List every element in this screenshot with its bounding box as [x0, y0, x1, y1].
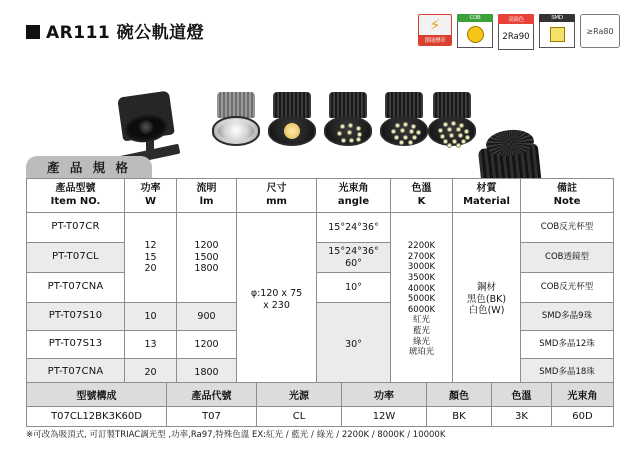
code-value-color: BK — [427, 407, 492, 427]
col-model: 產品型號 Item NO. — [27, 179, 125, 213]
led-array — [382, 118, 426, 144]
cell-lumen: 900 — [177, 303, 237, 331]
cell-angle: 15°24°36° — [317, 213, 391, 243]
footnote: ※可改為吸頂式, 可訂製TRIAC調光型 ,功率,Ra97,特殊色溫 EX:紅光 / 藍光 / 綠光 / 2200K / 8000K / 10000K — [26, 430, 446, 440]
cell-note: SMD多晶12珠 — [521, 331, 614, 359]
energy-badge-label: 節能標章 — [419, 35, 451, 45]
section-header — [26, 156, 614, 178]
cell-model: PT-T07CL — [27, 243, 125, 273]
cell-lumen: 1800 — [177, 359, 237, 387]
smd-badge-box — [539, 22, 575, 48]
code-value-source: CL — [257, 407, 342, 427]
lamp-led-chip — [139, 120, 153, 134]
ra80-badge-label: ≥Ra80 — [586, 26, 614, 36]
table-header-row — [27, 179, 614, 213]
code-value-product: T07 — [167, 407, 257, 427]
cell-note: SMD多晶18珠 — [521, 359, 614, 387]
table-row — [27, 303, 614, 331]
cell-size: φ:120 x 75 x 230 — [237, 213, 317, 387]
code-col-beam: 光束角 — [552, 383, 614, 407]
title-square-icon — [26, 25, 40, 39]
ar111-lamp-smd9 — [324, 92, 372, 146]
code-col-structure: 型號構成 — [27, 383, 167, 407]
reflector-cup — [218, 122, 254, 140]
spec-table — [26, 178, 614, 387]
code-header-row — [27, 383, 614, 407]
cell-lumen-cob: 1200 1500 1800 — [177, 213, 237, 303]
cell-material: 鋼材 黑色(BK) 白色(W) — [453, 213, 521, 387]
code-col-power: 功率 — [342, 383, 427, 407]
col-beam-angle: 光束角 angle — [317, 179, 391, 213]
cell-model: PT-T07CNA — [27, 273, 125, 303]
lightning-icon: ⚡ — [419, 15, 451, 35]
lamp-face — [428, 116, 476, 146]
cell-watt: 13 — [125, 331, 177, 359]
ar111-lamp-smd12 — [380, 92, 428, 146]
cell-model: PT-T07S13 — [27, 331, 125, 359]
table-row — [27, 273, 614, 303]
ar111-lamp-cob — [268, 92, 316, 146]
lamp-face — [380, 116, 428, 146]
smd-badge — [539, 14, 575, 48]
cell-watt: 20 — [125, 359, 177, 387]
cell-watt-cob: 12 15 20 — [125, 213, 177, 303]
code-value-power: 12W — [342, 407, 427, 427]
cell-note: COB反光杯型 — [521, 273, 614, 303]
cri-badge-value: 2Ra90 — [502, 31, 530, 42]
heatsink-fins — [433, 92, 471, 118]
ar111-lamp-reflector — [212, 92, 260, 146]
cob-circle-icon — [467, 26, 484, 43]
cob-badge — [457, 14, 493, 48]
code-col-source: 光源 — [257, 383, 342, 407]
cri-badge-label: 高演色 — [498, 14, 534, 24]
smd-badge-label: SMD — [539, 14, 575, 22]
cell-model: PT-T07CNA — [27, 359, 125, 387]
code-value-structure: T07CL12BK3K60D — [27, 407, 167, 427]
cell-angle: 10° — [317, 273, 391, 303]
cell-note: SMD多晶9珠 — [521, 303, 614, 331]
code-value-cct: 3K — [492, 407, 552, 427]
table-row — [27, 213, 614, 243]
cell-angle: 15°24°36° 60° — [317, 243, 391, 273]
certification-badges — [418, 14, 620, 50]
col-lumen: 流明 lm — [177, 179, 237, 213]
cri-badge-box — [498, 24, 534, 50]
led-array — [326, 118, 370, 144]
heatsink-fins — [329, 92, 367, 118]
ar111-lamp-smd18 — [428, 92, 476, 146]
col-size: 尺寸 mm — [237, 179, 317, 213]
heatsink-fins — [273, 92, 311, 118]
lamp-face — [212, 116, 260, 146]
led-array — [430, 118, 474, 144]
lamp-face — [268, 116, 316, 146]
heatsink-fins — [385, 92, 423, 118]
code-value-beam: 60D — [552, 407, 614, 427]
cell-angle: 30° — [317, 303, 391, 387]
model-code-table — [26, 382, 614, 427]
ra80-badge — [580, 14, 620, 48]
cob-badge-box — [457, 22, 493, 48]
smd-square-icon — [550, 27, 565, 42]
cell-watt: 10 — [125, 303, 177, 331]
col-watt: 功率 W — [125, 179, 177, 213]
table-row — [27, 243, 614, 273]
section-title: 產 品 規 格 — [26, 156, 152, 178]
cell-cct: 2200K 2700K 3000K 3500K 4000K 5000K 6000K 紅光 藍光 綠光 琥珀光 — [391, 213, 453, 387]
col-note: 備註 Note — [521, 179, 614, 213]
cell-note: COB透鏡型 — [521, 243, 614, 273]
col-cct: 色溫 K — [391, 179, 453, 213]
page-title-text: AR111 碗公軌道燈 — [46, 23, 205, 43]
col-material: 材質 Material — [453, 179, 521, 213]
energy-saving-badge — [418, 14, 452, 46]
cell-model: PT-T07CR — [27, 213, 125, 243]
cob-badge-label: COB — [457, 14, 493, 22]
product-photo-strip — [0, 68, 640, 153]
code-value-row — [27, 407, 614, 427]
lamp-face — [324, 116, 372, 146]
cell-model: PT-T07S10 — [27, 303, 125, 331]
heatsink-fins — [217, 92, 255, 118]
code-col-color: 顏色 — [427, 383, 492, 407]
code-col-product: 產品代號 — [167, 383, 257, 407]
cob-chip-icon — [284, 123, 300, 139]
cri-badge — [498, 14, 534, 50]
cell-note: COB反光杯型 — [521, 213, 614, 243]
page-title — [26, 18, 204, 43]
cell-lumen: 1200 — [177, 331, 237, 359]
code-col-cct: 色溫 — [492, 383, 552, 407]
